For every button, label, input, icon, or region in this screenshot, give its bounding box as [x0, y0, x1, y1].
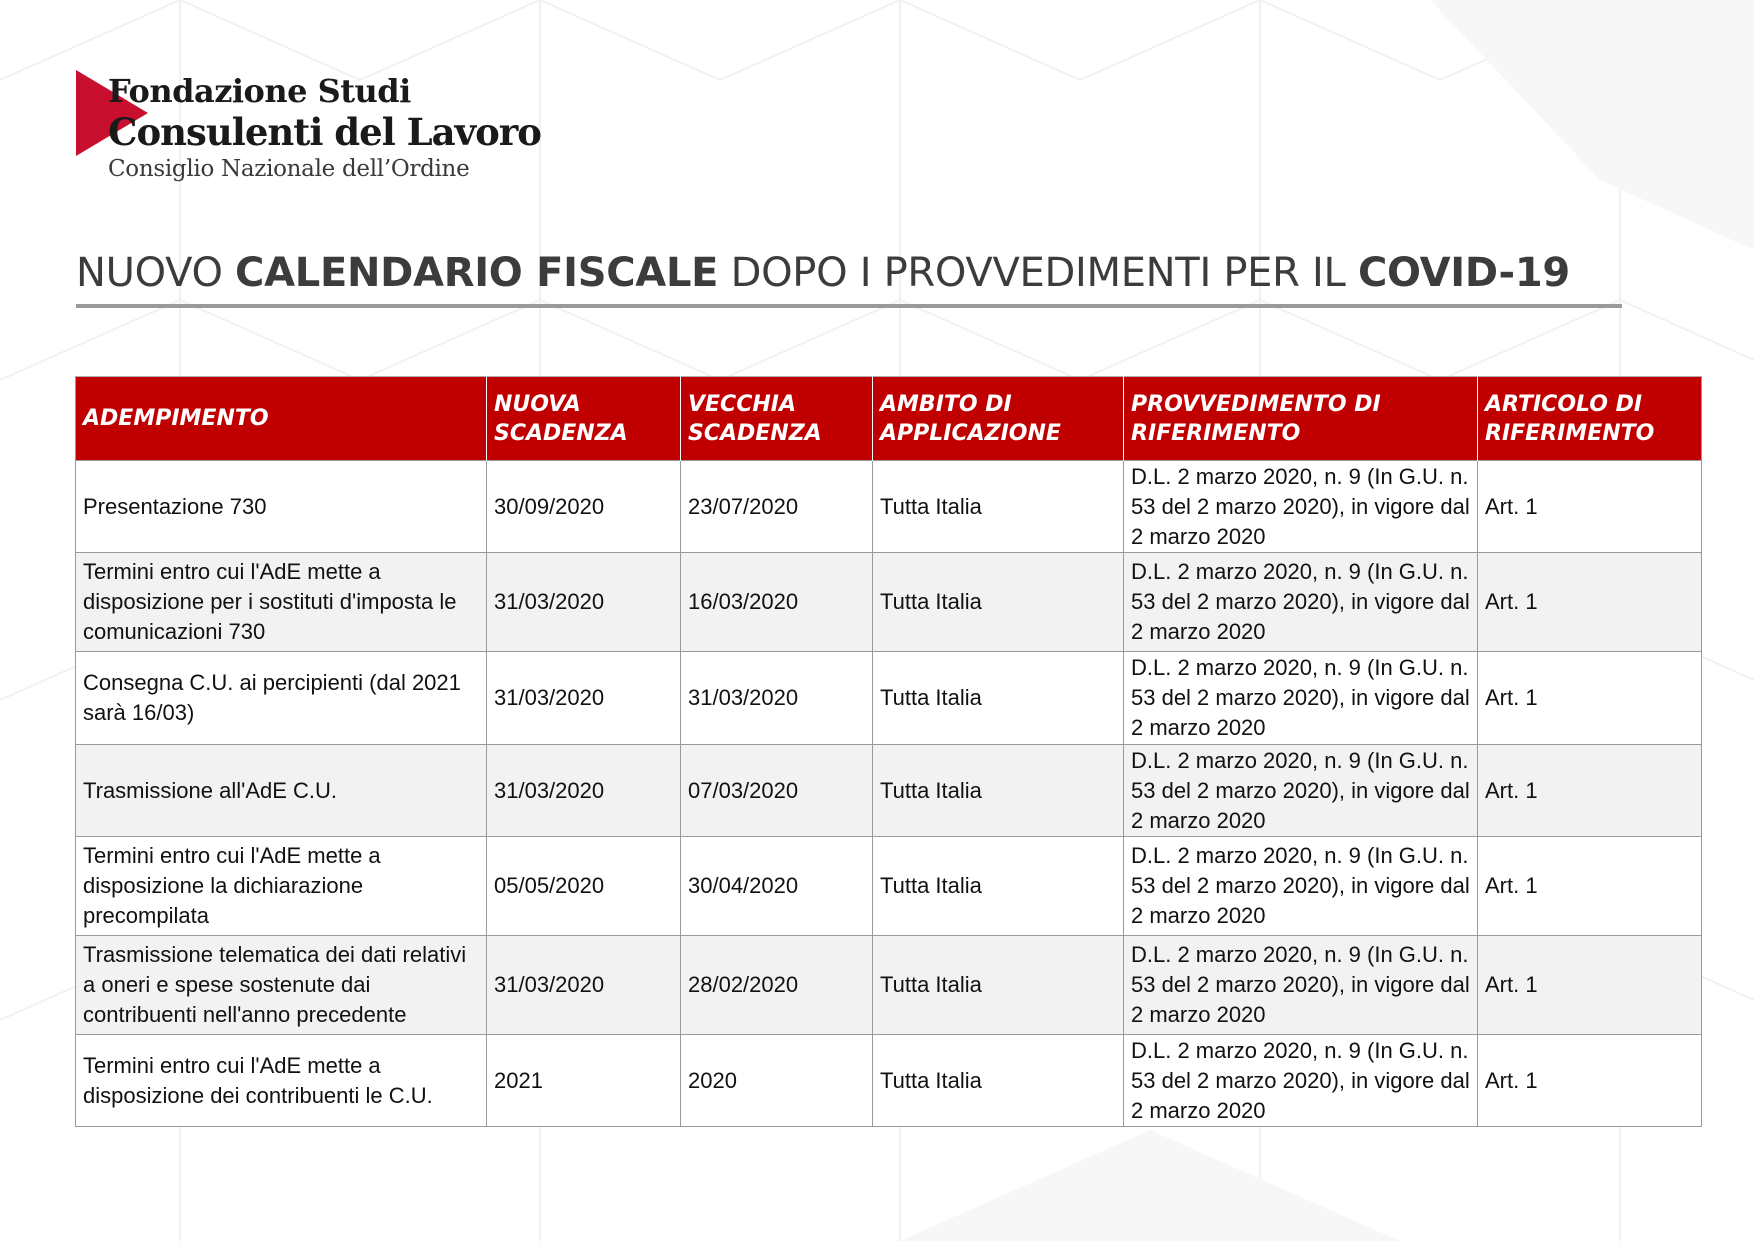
- table-row: [76, 461, 1702, 553]
- cell-articolo: Art. 1: [1478, 1035, 1702, 1127]
- cell-adempimento: Trasmissione telematica dei dati relativi a oneri e spese sostenute dai contribuenti nell'anno precedente: [76, 936, 487, 1035]
- cell-vecchia-scadenza: 31/03/2020: [681, 652, 873, 745]
- cell-ambito: Tutta Italia: [873, 745, 1124, 837]
- cell-adempimento: Termini entro cui l'AdE mette a disposizione dei contribuenti le C.U.: [76, 1035, 487, 1127]
- header-provvedimento: PROVVEDIMENTO DI RIFERIMENTO: [1124, 377, 1478, 461]
- cell-nuova-scadenza: 05/05/2020: [487, 837, 681, 936]
- cell-provvedimento: D.L. 2 marzo 2020, n. 9 (In G.U. n. 53 del 2 marzo 2020), in vigore dal 2 marzo 2020: [1124, 936, 1478, 1035]
- logo-text-line1: Fondazione Studi: [108, 72, 411, 110]
- cell-vecchia-scadenza: 07/03/2020: [681, 745, 873, 837]
- cell-nuova-scadenza: 31/03/2020: [487, 745, 681, 837]
- cell-ambito: Tutta Italia: [873, 652, 1124, 745]
- logo-text-line2: Consulenti del Lavoro: [108, 110, 541, 154]
- title-underline: [76, 304, 1622, 308]
- cell-nuova-scadenza: 31/03/2020: [487, 553, 681, 652]
- cell-nuova-scadenza: 2021: [487, 1035, 681, 1127]
- cell-ambito: Tutta Italia: [873, 461, 1124, 553]
- cell-articolo: Art. 1: [1478, 837, 1702, 936]
- cell-articolo: Art. 1: [1478, 553, 1702, 652]
- title-part-3: DOPO I PROVVEDIMENTI PER IL: [718, 250, 1358, 296]
- cell-adempimento: Presentazione 730: [76, 461, 487, 553]
- header-ambito: AMBITO DI APPLICAZIONE: [873, 377, 1124, 461]
- title-part-1: NUOVO: [76, 250, 236, 296]
- cell-provvedimento: D.L. 2 marzo 2020, n. 9 (In G.U. n. 53 del 2 marzo 2020), in vigore dal 2 marzo 2020: [1124, 652, 1478, 745]
- cell-vecchia-scadenza: 23/07/2020: [681, 461, 873, 553]
- cell-vecchia-scadenza: 30/04/2020: [681, 837, 873, 936]
- cell-nuova-scadenza: 31/03/2020: [487, 936, 681, 1035]
- table-row: [76, 652, 1702, 745]
- cell-adempimento: Termini entro cui l'AdE mette a disposizione la dichiarazione precompilata: [76, 837, 487, 936]
- table-body: [76, 461, 1702, 1127]
- cell-nuova-scadenza: 31/03/2020: [487, 652, 681, 745]
- cell-articolo: Art. 1: [1478, 461, 1702, 553]
- header-adempimento: ADEMPIMENTO: [76, 377, 487, 461]
- logo-text-line3: Consiglio Nazionale dell’Ordine: [108, 156, 470, 182]
- title-part-2: CALENDARIO FISCALE: [235, 250, 719, 296]
- cell-adempimento: Consegna C.U. ai percipienti (dal 2021 sarà 16/03): [76, 652, 487, 745]
- header-nuova-scadenza: NUOVA SCADENZA: [487, 377, 681, 461]
- cell-adempimento: Trasmissione all'AdE C.U.: [76, 745, 487, 837]
- title-part-4: COVID-19: [1357, 250, 1570, 296]
- cell-vecchia-scadenza: 28/02/2020: [681, 936, 873, 1035]
- table-row: [76, 1035, 1702, 1127]
- cell-provvedimento: D.L. 2 marzo 2020, n. 9 (In G.U. n. 53 del 2 marzo 2020), in vigore dal 2 marzo 2020: [1124, 553, 1478, 652]
- page-title: [76, 250, 1616, 296]
- cell-ambito: Tutta Italia: [873, 936, 1124, 1035]
- logo: [76, 68, 541, 188]
- cell-ambito: Tutta Italia: [873, 1035, 1124, 1127]
- table-header-row: [76, 377, 1702, 461]
- cell-ambito: Tutta Italia: [873, 837, 1124, 936]
- cell-nuova-scadenza: 30/09/2020: [487, 461, 681, 553]
- table-row: [76, 745, 1702, 837]
- cell-provvedimento: D.L. 2 marzo 2020, n. 9 (In G.U. n. 53 del 2 marzo 2020), in vigore dal 2 marzo 2020: [1124, 837, 1478, 936]
- calendar-table: [75, 376, 1702, 1127]
- cell-adempimento: Termini entro cui l'AdE mette a disposizione per i sostituti d'imposta le comunicazioni 730: [76, 553, 487, 652]
- cell-vecchia-scadenza: 2020: [681, 1035, 873, 1127]
- table-row: [76, 936, 1702, 1035]
- cell-vecchia-scadenza: 16/03/2020: [681, 553, 873, 652]
- cell-ambito: Tutta Italia: [873, 553, 1124, 652]
- cell-articolo: Art. 1: [1478, 745, 1702, 837]
- header-vecchia-scadenza: VECCHIA SCADENZA: [681, 377, 873, 461]
- header-articolo: ARTICOLO DI RIFERIMENTO: [1478, 377, 1702, 461]
- cell-provvedimento: D.L. 2 marzo 2020, n. 9 (In G.U. n. 53 del 2 marzo 2020), in vigore dal 2 marzo 2020: [1124, 745, 1478, 837]
- cell-provvedimento: D.L. 2 marzo 2020, n. 9 (In G.U. n. 53 del 2 marzo 2020), in vigore dal 2 marzo 2020: [1124, 1035, 1478, 1127]
- cell-articolo: Art. 1: [1478, 936, 1702, 1035]
- table-row: [76, 837, 1702, 936]
- cell-provvedimento: D.L. 2 marzo 2020, n. 9 (In G.U. n. 53 del 2 marzo 2020), in vigore dal 2 marzo 2020: [1124, 461, 1478, 553]
- table-row: [76, 553, 1702, 652]
- cell-articolo: Art. 1: [1478, 652, 1702, 745]
